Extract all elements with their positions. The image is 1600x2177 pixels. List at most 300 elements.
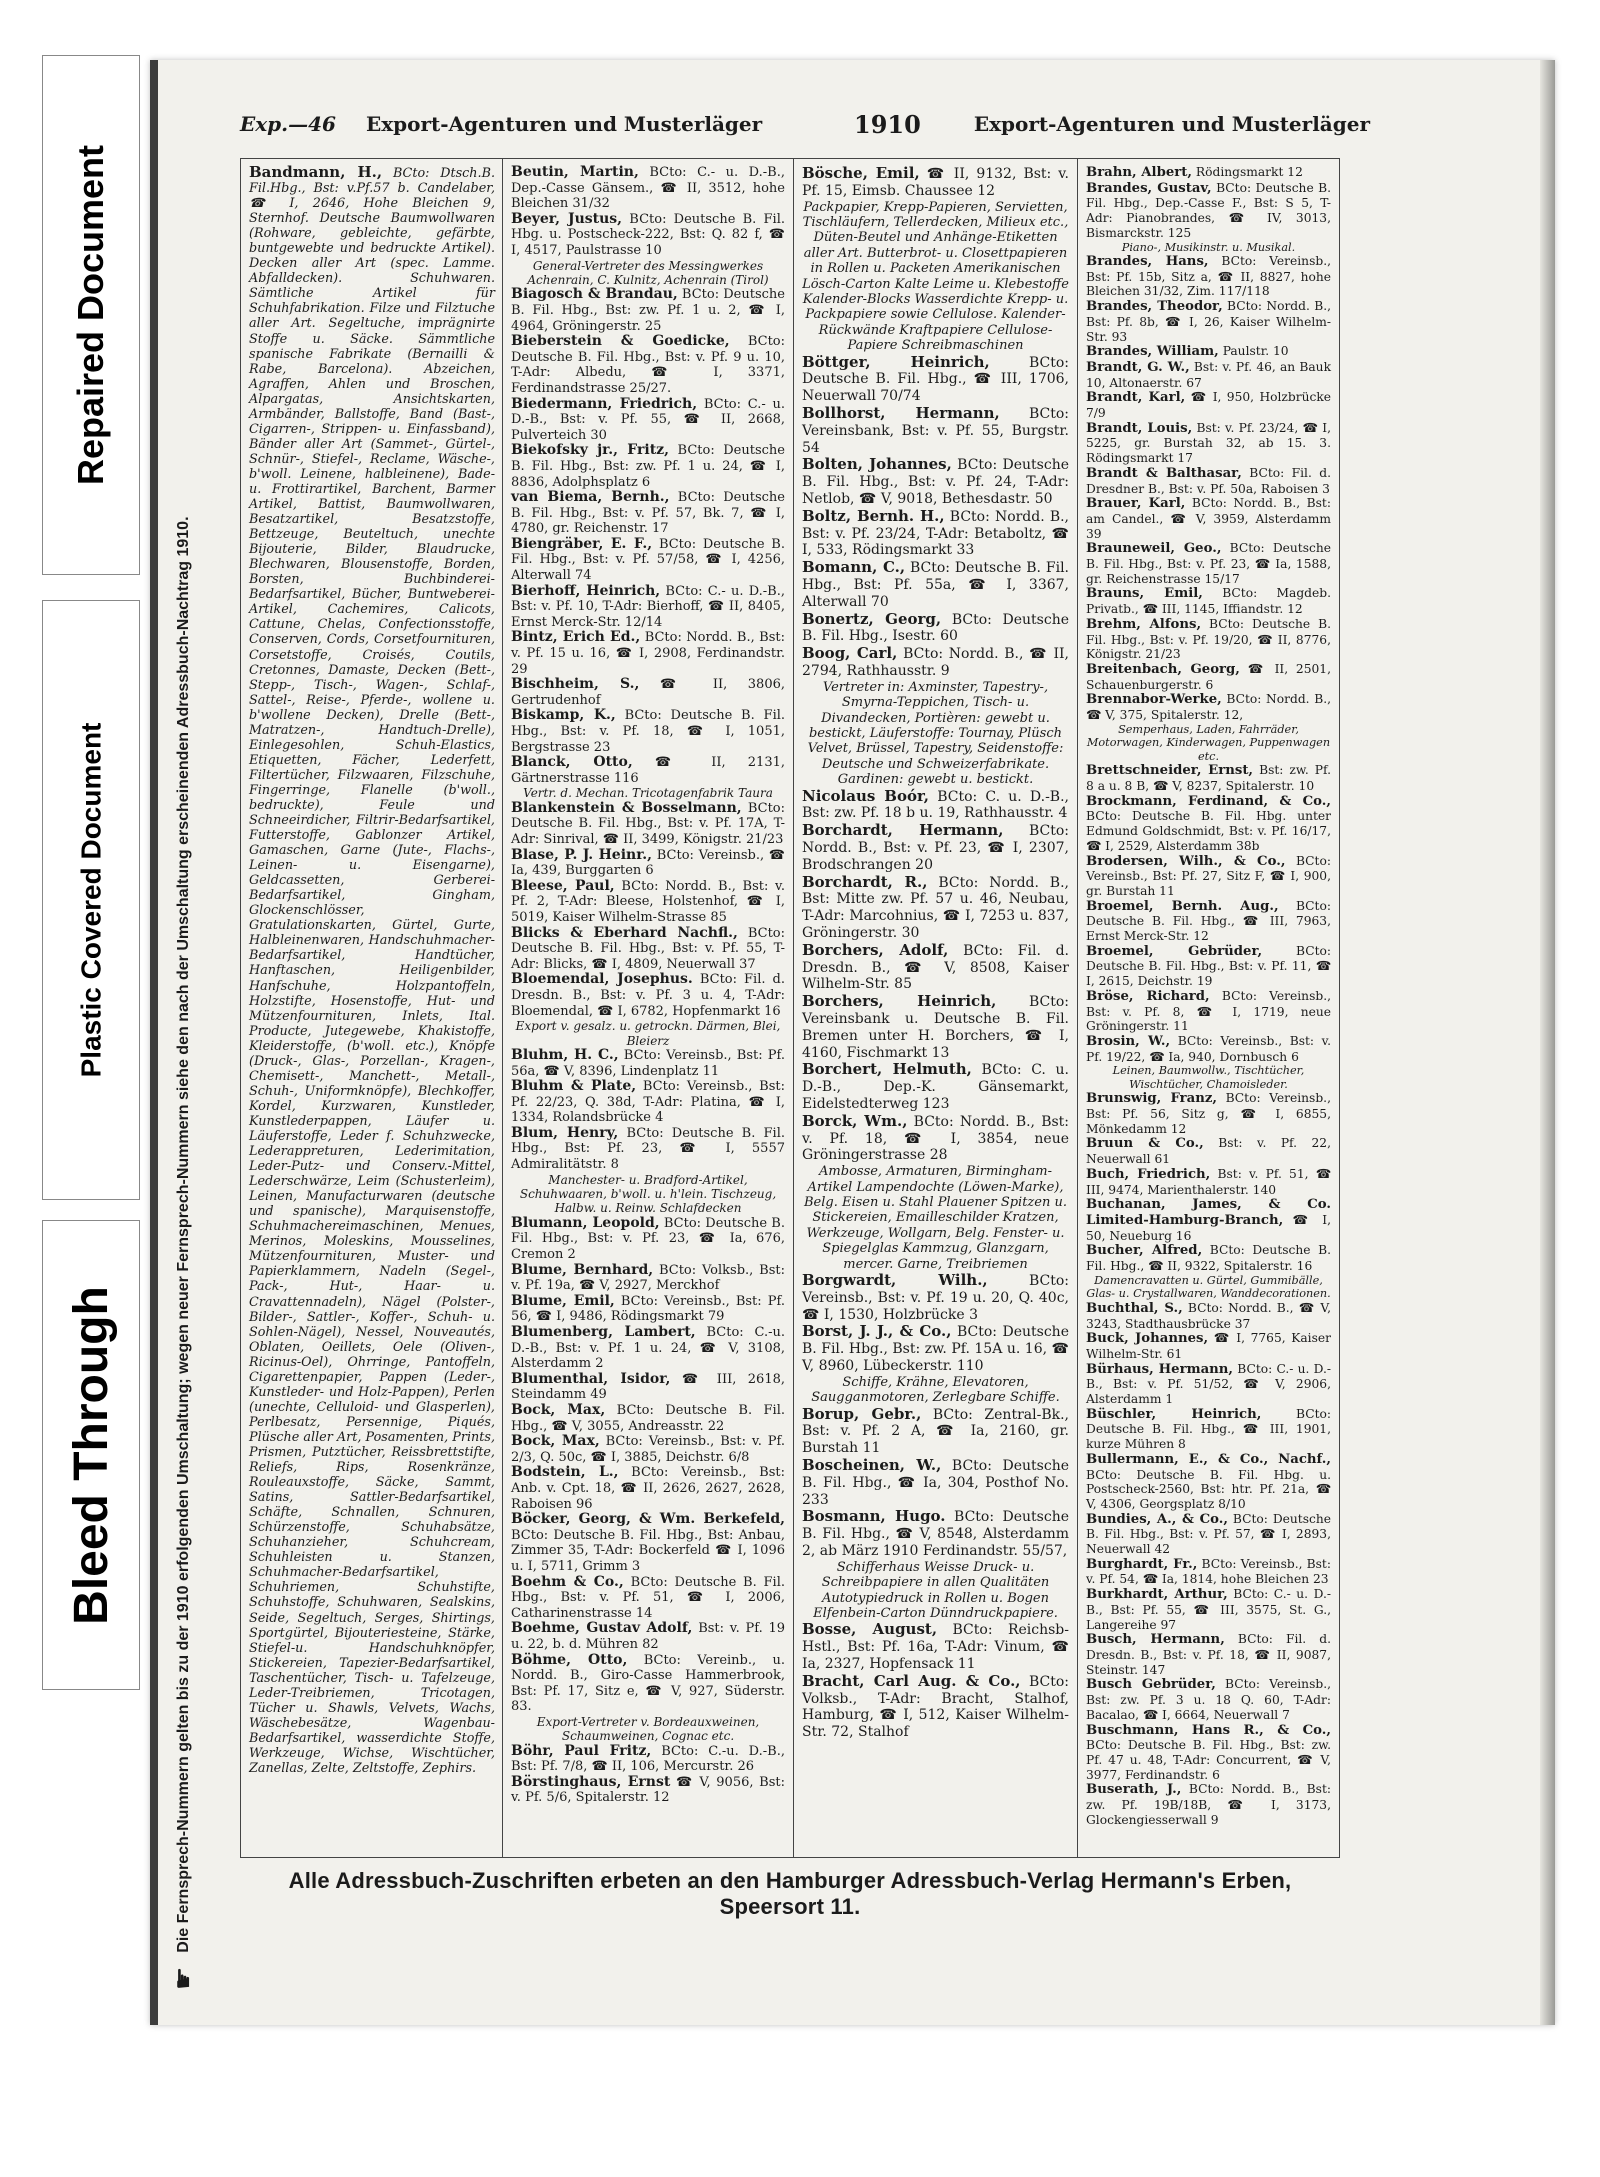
entry-name: Brandt, Karl, — [1086, 390, 1186, 406]
entry-name: Bock, Max, — [511, 1402, 606, 1418]
directory-entry — [511, 490, 785, 537]
entry-name: Brandes, Hans, — [1086, 254, 1209, 270]
side-note-text: Die Fernsprech-Nummern gelten bis zu der 1910 erfolgenden Umschaltung; wegen neuer Fernsprech-Nummern siehe den nach der Umschaltung erscheinenden Adressbuch-Nachtrag 1910. — [175, 516, 192, 1953]
entry-text: BCto: Magdeb. Privatb., ☎ III, 1145, Iffiandstr. 12 — [1086, 586, 1331, 617]
entry-name: Blase, P. J. Heinr., — [511, 846, 653, 863]
directory-entry — [1086, 541, 1331, 586]
directory-entry — [802, 1673, 1069, 1741]
entry-name: Biengräber, E. F., — [511, 535, 653, 552]
entry-name: Bluhm & Plate, — [511, 1078, 637, 1095]
directory-entry — [1086, 899, 1331, 944]
entry-text: BCto: Vereinsb., Bst: v. Pf. 8, ☎ I, 1719, neue Gröningerstr. 11 — [1086, 988, 1331, 1034]
entry-text: BCto: Deutsche B. Fil. Hbg., Bst: v. Pf. 51, ☎ I, 2006, Catharinenstrasse 14 — [511, 1574, 785, 1621]
entry-text: BCto: Nordd. B., Bst: v. Pf. 23, ☎ I, 2307, Brodschrangen 20 — [802, 823, 1069, 873]
directory-entry — [511, 1403, 785, 1434]
entry-text: BCto: Fil. d. Dresdn. B., ☎ V, 8508, Kaiser Wilhelm-Str. 85 — [802, 942, 1069, 993]
product-note: Export-Vertreter v. Bordeauxweinen, Schaumweinen, Cognac etc. — [536, 1714, 760, 1744]
directory-entry — [511, 801, 785, 848]
entry-text: ☎ III, 2618, Steindamm 49 — [511, 1371, 785, 1403]
directory-entry — [802, 1113, 1069, 1164]
column-2 — [502, 158, 793, 1858]
entry-name: Biedermann, Friedrich, — [511, 395, 698, 412]
directory-entry — [802, 508, 1069, 559]
tag-bleed-through: Bleed Through — [42, 1220, 140, 1690]
entry-name: Buchthal, S., — [1086, 1300, 1183, 1316]
entry-name: Bloemendal, Josephus. — [511, 971, 693, 988]
entry-name: Borup, Gebr., — [802, 1404, 922, 1423]
directory-entry — [511, 1325, 785, 1372]
entry-text: BCto: Deutsche B. Fil. Hbg., Bst: v. Pf. 18, ☎ I, 1051, Bergstrasse 23 — [511, 708, 786, 755]
entry-text: BCto: Fil. d. Dresdn. B., Bst: v. Pf. 3 u. 4, T-Adr: Bloemendal, ☎ I, 6782, Hopfenmarkt 16 — [511, 972, 785, 1019]
directory-entry — [511, 1434, 785, 1465]
entry-name: Busch Gebrüder, — [1086, 1677, 1216, 1693]
directory-entry — [1086, 1723, 1331, 1783]
entry-name: Bolten, Johannes, — [802, 455, 952, 474]
product-note: Schiffe, Krähne, Elevatoren, Saugganmotoren, Zerlegbare Schiffe. — [811, 1374, 1060, 1406]
directory-entry — [1086, 466, 1331, 496]
product-note: Vertreter in: Axminster, Tapestry-, Smyrna-Teppichen, Tisch- u. Divandecken, Portièren: gewebt u. bestickt, Läuferstoffe: Tournay, Plüsch Velvet, Brüssel, Tapestry, Seidenstoffe: Deutsche und Schweizerfabrikate. Gardinen: gewebt u. bestickt. — [807, 679, 1064, 788]
entry-text: BCto: Deutsche B. Fil. Hbg., ☎ V, 8548, Alsterdamm 2, ab März 1910 Ferdinandstr. 55/57, — [802, 1509, 1069, 1559]
entry-text: BCto: Vereinsb., Bst: zw. Pf. 3 u. 18 Q. 60, T-Adr: Bacalao, ☎ I, 6664, Neuerwall 7 — [1086, 1677, 1331, 1722]
directory-entry — [1086, 1197, 1331, 1243]
product-note: Vertr. d. Mechan. Tricotagenfabrik Taura — [523, 786, 773, 801]
entry-name: Brandt, Louis, — [1086, 420, 1193, 436]
entry-name: Brennabor-Werke, — [1086, 692, 1222, 708]
directory-entry — [802, 1508, 1069, 1559]
entry-text: BCto: Nordd. B., Bst: am Candel., ☎ V, 3959, Alsterdamm 39 — [1086, 496, 1331, 541]
entry-text: BCto: Deutsche B. Fil. Hbg., Bst: zw. Pf. 47 u. 48, T-Adr: Concurrent, ☎ V, 3977, Ferdinandstr. 6 — [1086, 1738, 1331, 1782]
directory-entry — [1086, 1407, 1331, 1452]
entry-name: Blume, Emil, — [511, 1292, 615, 1309]
entry-text: ☎ I, 50, Neueburg 16 — [1086, 1213, 1331, 1243]
entry-text: BCto: Nordd. B., Bst: Mitte zw. Pf. 57 u. 46, Neubau, T-Adr: Marcohnius, ☎ I, 7253 u. 837, Gröningerstr. 30 — [802, 874, 1069, 942]
entry-text: Bst: v. Pf. 22, Neuerwall 61 — [1086, 1136, 1331, 1167]
entry-text: BCto: Deutsche B. Fil. Hbg., Isestr. 60 — [802, 611, 1069, 645]
entry-name: Brehm, Alfons, — [1086, 616, 1202, 632]
entry-text: BCto: Vereinsb., Bst: v. Pf. 54, ☎ Ia, 1814, hohe Bleichen 23 — [1086, 1556, 1331, 1587]
entry-name: Böhme, Otto, — [511, 1651, 628, 1668]
entry-text: ☎ I, 7765, Kaiser Wilhelm-Str. 61 — [1086, 1331, 1331, 1361]
directory-entry — [511, 755, 785, 786]
directory-entry — [511, 165, 785, 212]
directory-entry — [511, 1048, 785, 1079]
entry-name: Broemel, Gebrüder, — [1086, 943, 1263, 959]
entry-name: Borgwardt, Wilh., — [802, 1271, 988, 1290]
entry-text: ☎ I, 950, Holzbrücke 7/9 — [1086, 390, 1331, 421]
directory-entry — [802, 1061, 1069, 1112]
entry-name: Buserath, J., — [1086, 1782, 1182, 1798]
entry-text: BCto: Deutsche B. Fil. Hbg., ☎ II, 9322, Spitalerstr. 16 — [1086, 1243, 1331, 1274]
entry-name: Brandes, Gustav, — [1086, 180, 1212, 196]
entry-text: BCto: Nordd. B., Bst: v. Pf. 2, T-Adr: Bleese, Holstenhof, ☎ I, 5019, Kaiser Wilhelm-Strasse 85 — [511, 878, 785, 925]
entry-text: Bst: v. Pf. 51, ☎ III, 9474, Marienthalerstr. 140 — [1086, 1166, 1331, 1197]
directory-entry — [511, 1621, 785, 1652]
page-right-edge — [1540, 60, 1555, 2025]
pointing-hand-icon: ☛ — [169, 1966, 199, 1990]
entry-text: BCto: Deutsche B. Fil. Hbg., ☎ III, 7963, Ernst Merck-Str. 12 — [1086, 898, 1331, 944]
entry-text: BCto: Deutsche B. Fil. Hbg., Bst: v. Pf. 17A, T-Adr: Sinrival, ☎ II, 3499, Königstr. 21/23 — [511, 800, 786, 847]
entry-name: Bollhorst, Hermann, — [802, 404, 1000, 423]
directory-columns — [240, 158, 1340, 1860]
entry-text: BCto: Deutsche B. Fil. Hbg., Bst: Pf. 55a, ☎ I, 3367, Alterwall 70 — [802, 560, 1070, 610]
directory-entry — [511, 1294, 785, 1325]
entry-name: Borchers, Heinrich, — [802, 992, 997, 1011]
entry-text: BCto: C.- u. D.-B., Bst: v. Pf. 10, T-Adr: Bierhoff, ☎ II, 8405, Ernst Merck-Str. 12/14 — [511, 583, 785, 630]
entry-name: Brauer, Karl, — [1086, 496, 1186, 512]
entry-text: BCto: Zentral-Bk., Bst: v. Pf. 2 A, ☎ Ia, 2160, gr. Burstah 11 — [802, 1406, 1069, 1457]
entry-text: BCto: Vereinsbank u. Deutsche B. Fil. Bremen unter H. Borchers, ☎ I, 4160, Fischmarkt 13 — [802, 994, 1069, 1061]
entry-name: Brodersen, Wilh., & Co., — [1086, 853, 1286, 869]
page-gutter-shadow — [150, 60, 158, 2025]
entry-name: Blume, Bernhard, — [511, 1261, 654, 1278]
entry-name: Böcker, Georg, & Wm. Berkefeld, — [511, 1511, 785, 1528]
entry-name: Borchers, Adolf, — [802, 940, 949, 959]
entry-name: Brosin, W., — [1086, 1033, 1171, 1049]
entry-name: Boog, Carl, — [802, 644, 898, 663]
product-note: Ambosse, Armaturen, Birmingham-Artikel Lampendochte (Löwen-Marke), Belg. Eisen u. Stahl Plauener Spitzen u. Stickereien, Emailleschilder Kratzen, Werkzeuge, Wollgarn, Belg. Fenster- u. Spiegelglas Kammzug, Glanzgarn, mercer. Garne, Treibriemen — [804, 1164, 1067, 1272]
entry-text: BCto: Vereinb., u. Nordd. B., Giro-Casse Hammerbrook, Bst: Pf. 17, Sitz e, ☎ V, 927, Süderstr. 83. — [511, 1652, 785, 1715]
entry-text: BCto: Deutsche B. Fil. Hbg., Bst: v. Pf. 23, ☎ Ia, 676, Cremon 2 — [511, 1215, 785, 1263]
entry-name: Bomann, C., — [802, 558, 906, 577]
directory-entry — [511, 443, 785, 490]
entry-text: BCto: Nordd. B., Bst: v. Pf. 23/24, T-Adr: Betaboltz, ☎ I, 533, Rödingsmarkt 33 — [802, 508, 1070, 559]
entry-name: Burghardt, Fr., — [1086, 1556, 1198, 1572]
entry-name: Buck, Johannes, — [1086, 1331, 1209, 1347]
directory-entry — [1086, 763, 1331, 793]
entry-text: ☎ II, 3806, Gertrudenhof — [511, 677, 785, 708]
entry-text: BCto: Nordd. B., ☎ II, 2794, Rathhausstr. 9 — [802, 646, 1070, 679]
entry-name: Bullermann, E., & Co., Nachf., — [1086, 1451, 1331, 1467]
entry-text: BCto: C. u. D.-B., Dep.-K. Gänsemarkt, Eidelstedterweg 123 — [802, 1062, 1069, 1112]
entry-name: Biagosch & Brandau, — [511, 286, 678, 303]
entry-name: Beyer, Justus, — [511, 210, 623, 227]
document-tags — [42, 55, 140, 1655]
entry-text: BCto: Deutsche B. Fil. Hbg., Bst: zw. Pf. 1 u. 24, ☎ I, 8836, Adolphsplatz 6 — [511, 443, 785, 490]
entry-name: Bierhoff, Heinrich, — [511, 582, 661, 599]
directory-entry — [802, 1272, 1069, 1323]
product-note: Schifferhaus Weisse Druck- u. Schreibpapiere in allen Qualitäten Autotypiedruck in Rollen u. Bogen Elfenbein-Carton Dünndruckpapiere. — [813, 1559, 1058, 1621]
entry-text: BCto: Deutsche B. Fil. Hbg., Bst: v. Pf. 57/58, ☎ I, 4256, Alterwall 74 — [511, 536, 785, 584]
entry-text: BCto: Nordd. B., Bst: v. Pf. 18, ☎ I, 3854, neue Gröningerstrasse 28 — [802, 1113, 1070, 1164]
directory-entry — [511, 1744, 785, 1775]
page-footer: Alle Adressbuch-Zuschriften erbeten an den Hamburger Adressbuch-Verlag Hermann's Erben, Speersort 11. — [288, 1868, 1292, 1919]
directory-entry — [511, 397, 785, 444]
product-note: Leinen, Baumwollw., Tischtücher, Wischtücher, Chamoisleder. — [1112, 1064, 1305, 1091]
entry-text: BCto: Deutsche B. Fil. Hbg. u. Postscheck-222, Bst: Q. 82 f, ☎ I, 4517, Paulstrasse 10 — [511, 211, 785, 258]
entry-name: Borchert, Helmuth, — [802, 1060, 972, 1079]
entry-name: Biskamp, K., — [511, 707, 616, 724]
directory-entry — [511, 1775, 785, 1806]
column-3 — [793, 158, 1077, 1858]
entry-text: BCto: Vereinsb., Bst: Pf. 22/23, Q. 38d, T-Adr: Platina, ☎ I, 1334, Rolandsbrücke 4 — [511, 1079, 785, 1126]
entry-name: Bodstein, L., — [511, 1464, 619, 1481]
entry-text: BCto: Vereinsb., Bst: Pf. 15b, Sitz a, ☎ II, 8827, hohe Bleichen 31/32, Zim. 117/118 — [1086, 254, 1331, 299]
entry-text: Bst: v. Pf. 23/24, ☎ I, 5225, gr. Burstah 32, ab 15. 3. Rödingsmarkt 17 — [1086, 420, 1331, 466]
entry-text: BCto: Volksb., T-Adr: Bracht, Stalhof, Hamburg, ☎ I, 512, Kaiser Wilhelm-Str. 72, Stalhof — [802, 1673, 1070, 1741]
directory-entry — [802, 645, 1069, 680]
directory-entry — [1086, 1243, 1331, 1273]
directory-entry — [511, 212, 785, 259]
entry-name: Biekofsky jr., Fritz, — [511, 442, 669, 459]
entry-text: BCto: C.- u. D.-B., Bst: v. Pf. 51/52, ☎ V, 2906, Alsterdamm 1 — [1086, 1361, 1331, 1407]
entry-name: Broemel, Bernh. Aug., — [1086, 898, 1279, 914]
directory-entry — [511, 1263, 785, 1294]
directory-entry — [802, 405, 1069, 456]
entry-text: BCto: Deutsche B. Fil. Hbg. unter Edmund Goldschmidt, Bst: v. Pf. 16/17, ☎ I, 2529, Alsterdamm 38b — [1086, 809, 1331, 853]
entry-text: BCto: Deutsche B. Fil. Hbg., Bst: v. Pf. 9 u. 10, T-Adr: Albedu, ☎ I, 3371, Ferdinandstrasse 25/27. — [511, 334, 785, 396]
entry-name: Beutin, Martin, — [511, 164, 639, 180]
directory-entry — [1086, 496, 1331, 541]
header-right-title: Export-Agenturen und Musterläger — [973, 112, 1370, 136]
entry-name: Bundies, A., & Co., — [1086, 1511, 1228, 1527]
entry-name: Brauns, Emil, — [1086, 586, 1203, 602]
entry-text: ☎ V, 9056, Bst: v. Pf. 5/6, Spitalerstr. 12 — [511, 1774, 785, 1806]
directory-entry — [511, 708, 785, 755]
tag-repaired-document: Repaired Document — [42, 55, 140, 575]
column-1 — [240, 158, 502, 1858]
entry-name: Busch, Hermann, — [1086, 1632, 1225, 1648]
directory-entry — [511, 1079, 785, 1126]
entry-name: Brandt, G. W., — [1086, 359, 1190, 375]
directory-entry — [511, 1216, 785, 1263]
entry-text: BCto: Fil. d. Dresdner B., Bst: v. Pf. 50a, Raboisen 3 — [1086, 465, 1331, 496]
entry-name: Bucher, Alfred, — [1086, 1243, 1203, 1259]
directory-entry — [802, 611, 1069, 646]
entry-text: ☎ II, 2131, Gärtnerstrasse 116 — [511, 755, 786, 786]
entry-text: BCto: Deutsche B. Fil. Hbg., Bst: v. Pf. 57, ☎ I, 2893, Neuerwall 42 — [1086, 1511, 1331, 1557]
entry-name: Bosse, August, — [802, 1620, 938, 1639]
entry-text: BCto: Deutsche B. Fil. Hbg., Bst: zw. Pf. 1 u. 2, ☎ I, 4964, Gröningerstr. 25 — [511, 287, 785, 334]
tag-plastic-covered-document: Plastic Covered Document — [42, 600, 140, 1200]
entry-name: Bösche, Emil, — [802, 164, 920, 182]
directory-entry — [802, 1323, 1069, 1374]
entry-name: Bürhaus, Hermann, — [1086, 1361, 1234, 1377]
directory-entry — [511, 334, 785, 396]
entry-name: Brandt & Balthasar, — [1086, 465, 1242, 481]
entry-text: BCto: C.-u. D.-B., Bst: Pf. 7/8, ☎ II, 106, Mercurstr. 26 — [511, 1743, 785, 1775]
entry-name: Brauneweil, Geo., — [1086, 541, 1222, 557]
directory-entry — [1086, 1167, 1331, 1197]
entry-name: Bröse, Richard, — [1086, 988, 1210, 1004]
entry-text: BCto: Vereinsb., Bst: Pf. 56a, ☎ V, 8396, Lindenplatz 11 — [511, 1047, 785, 1079]
entry-name: Bosmann, Hugo. — [802, 1507, 946, 1526]
directory-entry — [802, 456, 1069, 507]
entry-name: Breitenbach, Georg, — [1086, 662, 1240, 677]
page-number: Exp.—46 — [240, 112, 336, 136]
directory-entry — [1086, 1452, 1331, 1512]
entry-name: Buch, Friedrich, — [1086, 1166, 1211, 1182]
product-note: Export v. gesalz. u. getrockn. Därmen, Blei, Bleierz — [515, 1019, 781, 1048]
directory-entry — [1086, 1512, 1331, 1557]
entry-name: Brockmann, Ferdinand, & Co., — [1086, 793, 1331, 809]
header-year: 1910 — [854, 110, 921, 139]
directory-entry — [1086, 944, 1331, 989]
directory-entry — [802, 993, 1069, 1061]
entry-name: Blum, Henry, — [511, 1124, 619, 1141]
entry-name: Bluhm, H. C., — [511, 1046, 619, 1063]
entry-name: Borchardt, Hermann, — [802, 821, 1004, 840]
entry-text: BCto: Deutsche B. Fil. Hbg., Bst: v. Pf. 24, T-Adr: Netlob, ☎ V, 9018, Bethesdastr. 50 — [802, 457, 1069, 508]
entry-text: BCto: C.-u. D.-B., Bst: v. Pf. 1 u. 24, ☎ V, 3108, Alsterdamm 2 — [511, 1325, 785, 1372]
directory-entry — [1086, 299, 1331, 344]
entry-text: ☎ II, 2501, Schauenburgerstr. 6 — [1086, 662, 1331, 692]
entry-name: Bischheim, S., — [511, 676, 640, 693]
entry-text: BCto: Deutsche B. Fil. Hbg., Bst: zw. Pf. 15A u. 16, ☎ V, 8960, Lübeckerstr. 110 — [802, 1324, 1069, 1374]
product-note: General-Vertreter des Messingwerkes Achenrain, C. Kulnitz, Achenrain (Tirol) — [527, 258, 769, 287]
directory-entry — [1086, 1301, 1331, 1331]
directory-entry — [1086, 854, 1331, 899]
entry-name: Brettschneider, Ernst, — [1086, 763, 1254, 779]
entry-name: Blumenberg, Lambert, — [511, 1324, 696, 1341]
entry-text: Bst: zw. Pf. 8 a u. 8 B, ☎ V, 8237, Spitalerstr. 10 — [1086, 763, 1331, 794]
directory-entry — [1086, 1136, 1331, 1166]
entry-text: BCto: Fil. d. Dresdn. B., Bst: v. Pf. 18, ☎ II, 9087, Steinstr. 147 — [1086, 1632, 1331, 1677]
directory-entry — [802, 822, 1069, 873]
directory-entry — [1086, 692, 1331, 722]
entry-text: BCto: Vereinsb., Bst: Anb. v. Cpt. 18, ☎ II, 2626, 2627, 2628, Raboisen 96 — [511, 1465, 785, 1512]
entry-text: BCto: Deutsche B. Fil. Hbg., Bst: v. Pf. 23, ☎ Ia, 1588, gr. Reichenstrasse 15/17 — [1086, 541, 1331, 586]
entry-text: BCto: Vereinsb., Bst: Pf. 56, Sitz g, ☎ I, 6855, Mönkedamm 12 — [1086, 1091, 1331, 1136]
entry-name: Boscheinen, W., — [802, 1456, 942, 1474]
entry-text: BCto: Vereinsbank, Bst: v. Pf. 55, Burgstr. 54 — [802, 406, 1069, 456]
directory-entry — [1086, 165, 1331, 181]
directory-entry — [1086, 344, 1331, 360]
entry-text: BCto: Vereinsb., Bst: v. Pf. 19/22, ☎ Ia, 940, Dornbusch 6 — [1086, 1033, 1331, 1064]
product-note: Semperhaus, Laden, Fahrräder, Motorwagen, Kinderwagen, Puppenwagen etc. — [1086, 722, 1331, 763]
entry-text: BCto: Nordd. B., ☎ V, 375, Spitalerstr. 12, — [1086, 692, 1331, 723]
entry-name: Buchanan, James, & Co. Limited-Hamburg-Branch, — [1086, 1197, 1331, 1228]
entry-text: BCto: C.- u. D.-B., Dep.-Casse Gänsem., ☎ II, 3512, hohe Bleichen 31/32 — [511, 165, 785, 212]
directory-entry — [1086, 1331, 1331, 1361]
entry-name: Böhr, Paul Fritz, — [511, 1742, 652, 1759]
directory-entry — [511, 537, 785, 584]
entry-name: Brunswig, Franz, — [1086, 1091, 1218, 1107]
product-note: Damencravatten u. Gürtel, Gummibälle, Glas- u. Crystallwaren, Wanddecorationen. — [1086, 1273, 1331, 1301]
directory-entry — [802, 559, 1069, 610]
page-header — [240, 108, 1370, 138]
directory-entry — [1086, 662, 1331, 692]
entry-text: BCto: Deutsche B. Fil. Hbg., Bst: Pf. 23, ☎ I, 5557 Admiralitätstr. 8 — [511, 1125, 785, 1173]
directory-entry — [1086, 586, 1331, 616]
entry-text: BCto: Vereinsb., Bst: Pf. 27, Sitz F, ☎ I, 900, gr. Burstah 11 — [1086, 853, 1331, 898]
directory-entry — [511, 584, 785, 631]
entry-name: Bieberstein & Goedicke, — [511, 333, 730, 350]
entry-name: Brandes, Theodor, — [1086, 299, 1223, 315]
directory-entry — [1086, 254, 1331, 299]
entry-text: BCto: Deutsche B. Fil. Hbg., ☎ V, 3055, Andreasstr. 22 — [511, 1403, 786, 1434]
entry-text: BCto: C.- u. D.-B., Bst: Pf. 55, ☎ III, 3575, St. G., Langereihe 97 — [1086, 1587, 1331, 1632]
entry-text: Rödingsmarkt 12 — [1195, 165, 1303, 179]
entry-name: Brandes, William, — [1086, 344, 1219, 360]
entry-text: BCto: Reichsb-Hstl., Bst: Pf. 16a, T-Adr: Vinum, ☎ Ia, 2327, Hopfensack 11 — [802, 1622, 1069, 1672]
directory-entry — [511, 1465, 785, 1512]
directory-entry — [802, 1621, 1069, 1672]
directory-entry — [802, 942, 1069, 993]
directory-entry — [511, 1126, 785, 1173]
entry-name: Blumenthal, Isidor, — [511, 1370, 671, 1387]
entry-text: BCto: Deutsche B. Fil. Hbg., Bst: v. Pf. 55, T-Adr: Blicks, ☎ I, 4809, Neuerwall 37 — [511, 925, 785, 972]
entry-name: Borck, Wm., — [802, 1111, 908, 1130]
directory-entry — [511, 677, 785, 708]
directory-entry — [511, 972, 785, 1019]
directory-entry — [802, 1457, 1069, 1508]
directory-entry — [1086, 617, 1331, 662]
directory-entry — [802, 1406, 1069, 1457]
directory-entry — [511, 926, 785, 973]
directory-entry — [802, 874, 1069, 942]
directory-entry — [1086, 1362, 1331, 1407]
entry-name: Böttger, Heinrich, — [802, 352, 990, 371]
entry-name: Blanck, Otto, — [511, 754, 633, 771]
directory-entry — [1086, 989, 1331, 1034]
directory-entry — [1086, 1782, 1331, 1827]
entry-name: Bandmann, H., — [249, 163, 383, 181]
entry-name: Bonertz, Georg, — [802, 609, 942, 628]
directory-entry — [1086, 360, 1331, 390]
directory-entry — [511, 1512, 785, 1574]
entry-text: BCto: Deutsche B. Fil. Hbg., Bst: Anbau, Zimmer 35, T-Adr: Bockerfeld ☎ I, 1096 u. I, 5711, Grimm 3 — [511, 1527, 785, 1574]
directory-entry — [511, 1653, 785, 1715]
entry-text: BCto: Deutsche B. Fil. Hbg., Bst: v. Pf. 11, ☎ I, 2615, Deichstr. 19 — [1086, 943, 1331, 989]
directory-entry — [511, 287, 785, 334]
directory-entry — [511, 630, 785, 677]
directory-entry — [802, 788, 1069, 823]
entry-name: Büschler, Heinrich, — [1086, 1406, 1262, 1422]
product-note: Piano-, Musikinstr. u. Musikal. — [1121, 240, 1296, 254]
directory-entry — [802, 165, 1069, 200]
entry-text: Bst: v. Pf. 19 u. 22, b. d. Mühren 82 — [511, 1621, 785, 1652]
entry-name: Blicks & Eberhard Nachfl., — [511, 924, 738, 941]
entry-name: Bintz, Erich Ed., — [511, 629, 641, 646]
directory-entry — [1086, 1587, 1331, 1632]
entry-name: Blankenstein & Bosselmann, — [511, 799, 742, 816]
entry-text: BCto: Vereinsb., Bst: Pf. 56, ☎ I, 9486, Rödingsmarkt 79 — [511, 1293, 785, 1325]
directory-entry — [1086, 1677, 1331, 1722]
entry-bandmann — [241, 159, 502, 1782]
directory-entry — [1086, 181, 1331, 241]
column-4 — [1077, 158, 1340, 1858]
entry-text: BCto: Vereinsb., Bst: v. Pf. 2/3, Q. 50c, ☎ I, 3885, Deichstr. 6/8 — [511, 1434, 785, 1465]
entry-text: BCto: Nordd. B., ☎ V, 3243, Stadthausbrücke 37 — [1086, 1300, 1331, 1331]
entry-text: BCto: Vereinsb., Bst: v. Pf. 19 u. 20, Q. 40c, ☎ I, 1530, Holzbrücke 3 — [802, 1273, 1069, 1323]
entry-text: Bst: v. Pf. 46, an Bauk 10, Altonaerstr. 67 — [1086, 359, 1331, 390]
entry-name: Boltz, Bernh. H., — [802, 506, 945, 525]
product-note: Manchester- u. Bradford-Artikel, Schuhwaaren, b'woll. u. h'lein. Tischzeug, Halbw. u. Reinw. Schlafdecken — [519, 1172, 777, 1216]
product-note: Packpapier, Krepp-Papieren, Servietten, Tischläufern, Tellerdecken, Milieux etc., Düten-Beutel und Anhänge-Etiketten aller Art. Butterbrot- u. Closettpapieren in Rollen u. Packeten Amerikanischen Lösch-Carton Kalte Leime u. Klebestoffe Kalender-Blocks Wasserdichte Krepp- u. Packpapiere sowie Cellulose. Kalender-Rückwände Kraftpapiere Cellulose-Papiere Schreibmaschinen — [802, 199, 1069, 354]
entry-text: BCto: Deutsche B. Fil. Hbg., Bst: v. Pf. 57, Bk. 7, ☎ I, 4780, gr. Reichenstr. 17 — [511, 490, 785, 537]
entry-text: BCto: C.- u. D.-B., Bst: v. Pf. 55, ☎ II, 2668, Pulverteich 30 — [511, 396, 786, 443]
entry-name: Nicolaus Boór, — [802, 786, 929, 805]
directory-entry — [802, 354, 1069, 405]
entry-text: BCto: Vereinsb., ☎ Ia, 439, Burggarten 6 — [511, 847, 785, 879]
entry-name: Brahn, Albert, — [1086, 165, 1192, 180]
entry-text: BCto: C. u. D.-B., Bst: zw. Pf. 18 b u. 19, Rathhausstr. 4 — [802, 788, 1069, 822]
directory-entry — [1086, 390, 1331, 420]
entry-name: Bleese, Paul, — [511, 877, 615, 894]
entry-text: BCto: Deutsche B. Fil. Hbg. u. Postscheck-2560, Bst: htr. Pf. 21a, ☎ V, 4306, Georgsplatz 8/10 — [1086, 1467, 1331, 1511]
entry-name: Börstinghaus, Ernst — [511, 1773, 671, 1790]
directory-entry — [511, 879, 785, 926]
entry-name: Boehm & Co., — [511, 1573, 624, 1590]
header-left-title: Export-Agenturen und Musterläger — [366, 112, 763, 136]
entry-text: ☎ II, 9132, Bst: v. Pf. 15, Eimsb. Chaussee 12 — [802, 166, 1070, 199]
directory-entry — [511, 1575, 785, 1622]
entry-text: BCto: Dtsch.B. Fil.Hbg., Bst: v.Pf.57 b. Candelaber, ☎ I, 2646, Hohe Bleichen 9, Sternhof. Deutsche Baumwollwaren (Rohware, gebleichte, gefärbte, buntgewebte und bedruckte Artikel). Decken aller Art (spec. Lamme. Abfalldecken). Schuhwaren. Sämtliche Artikel für Schuhfabrikation. Filze und Filztuche aller Art. Segeltuche, imprägnirte Stoffe u. Säcke. Sämmtliche spanische Fabrikate (Bernailli & Rabe, Barcelona). Abzeichen, Agraffen, Ahlen und Broschen, Alpargatas, Ansichtskarten, Armbänder, Ballstoffe, Band (Bast-, Cigarren-, Strippen- u. Einfassband), Bänder aller Art (Sammet-, Gürtel-, Schnür-, Stiefel-, Reclame, Wäsche-, b'woll. Leinene, halbleinene), Bade- u. Frottirartikel, Barchent, Barmer Artikel, Battist, Baumwollwaren, Besatzartikel, Besatzstoffe, Bettzeuge, Beuteltuch, unechte Bijouterie, Bilder, Blaudrucke, Blechwaren, Blousenstoffe, Borden, Borsten, Buchbinderei-Bedarfsartikel, Bücher, Buntweberei-Artikel, Cachemires, Calicots, Cattune, Chelas, Confectionsstoffe, Conserven, Cords, Corsetfournituren, Corsetstoffe, Croisés, Coutils, Cretonnes, Damaste, Decken (Bett-, Stepp-, Tisch-, Wagen-, Schlaf-, Sattel-, Reise-, Pferde-, wollene u. b'wollene Decken), Drelle (Bett-, Matratzen-, Handtuch-Drelle), Einlegesohlen, Schuh-Elastics, Etiquetten, Fächer, Lederfett, Filtertücher, Filzwaaren, Filzschuhe, Fingerringe, Flanelle (b'woll., bedruckte), Feule und Schneeirdicher, Filtrir-Bedarfsartikel, Futterstoffe, Gablonzer Artikel, Gamaschen, Garne (Jute-, Flachs-, Leinen- u. Eisengarne), Geldcassetten, Gerberei-Bedarfsartikel, Gingham, Glockenschlösser, Gratulationskarten, Gürtel, Gurte, Halbleinenwaren, Handschuhmacher-Bedarfsartikel, Handtücher, Hanftaschen, Heiligenbilder, Hanfschuhe, Holzpantoffeln, Holzstifte, Hosenstoffe, Hut- und Mützenfournituren, Inlets, Ital. Producte, Jutegewebe, Khakistoffe, Kleiderstoffe, (b'woll. etc.), Knöpfe (Druck-, Glas-, Porzellan-, Kragen-, Chemisett-, Manchett-, Metall-, Schuh-, Uniformknöpfe), Blechkoffer, Kordel, Kurzwaren, Kunstleder, Kunstlederpappen, Läufer u. Läuferstoffe, Leder f. Schuhzwecke, Lederappreturen, Lederimitation, Leder-Putz- und Conserv.-Mittel, Lederschwärze, Leim (Schusterleim), Leinen, Manufacturwaren (deutsche und spanische), Marquisenstoffe, Schuhmachereimaschinen, Menues, Merinos, Moleskins, Mousselines, Mützenfournituren, Muster- und Papierklammern, Nadeln (Segel-, Pack-, Hut-, Haar- u. Cravattennadeln), Nägel (Polster-, Bilder-, Sattler-, Koffer-, Schuh- u. Sohlen-Nägel), Nessel, Nouveautés, Oblaten, Oeillets, Oele (Oliven-, Ricinus-Oel), Ohrringe, Pantoffeln, Cigarettenpapier, Pappen (Leder-, Kunstleder- und Holz-Pappen), Perlen (unechte, Celluloid- und Glasperlen), Perlbesatz, Persennige, Piqués, Plüsche aller Art, Posamenten, Prints, Prismen, Putztücher, Reissbrettstifte, Reliefs, Rips, Rosenkränze, Rouleauxstoffe, Säcke, Sammt, Satins, Sattler-Bedarfsartikel, Schäfte, Schnallen, Schnuren, Schürzenstoffe, Schuhabsätze, Schuhanzieher, Schuhcream, Schuhleisten u. Stanzen, Schuhmacher-Bedarfsartikel, Schuhriemen, Schuhstifte, Schuhstoffe, Schuhwaren, Sealskins, Seide, Segeltuch, Serges, Shirtings, Sportgürtel, Bijouteriesteine, Stärke, Stiefel-u. Handschuhknöpfer, Stickereien, Tapezier-Bedarfsartikel, Taschentücher, Tisch- u. Tafelzeuge, Leder-Treibriemen, Tricotagen, Tücher u. Shawls, Velvets, Wachs, Wäschebesätze, Wagenbau-Bedarfsartikel, wasserdichte Stoffe, Werkzeuge, Wichse, Wischtücher, Zanellas, Zelte, Zeltstoffe, Zephirs. — [249, 166, 495, 1776]
entry-name: Bruun & Co., — [1086, 1136, 1204, 1152]
directory-entry — [1086, 421, 1331, 466]
entry-name: Burkhardt, Arthur, — [1086, 1587, 1228, 1603]
directory-entry — [1086, 794, 1331, 854]
